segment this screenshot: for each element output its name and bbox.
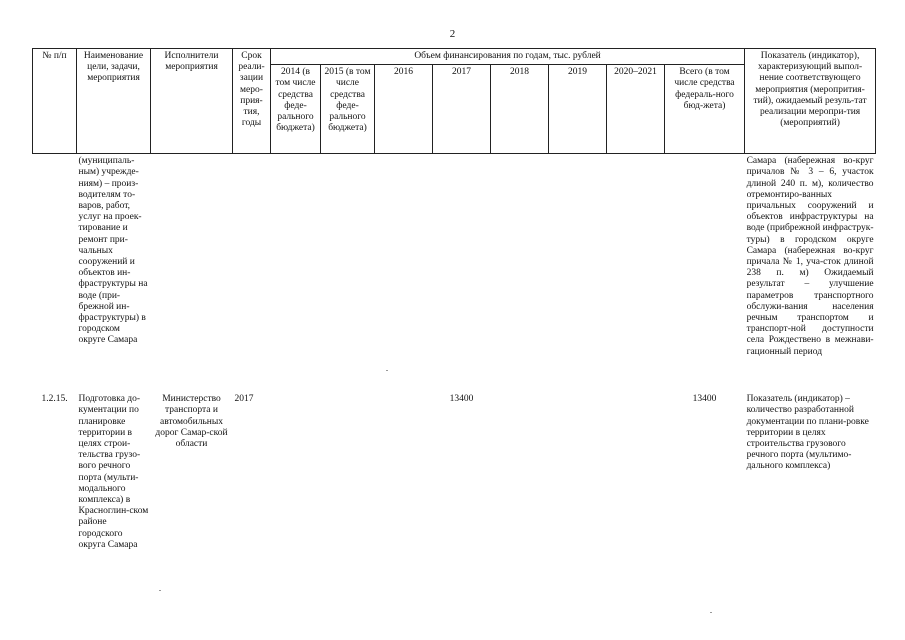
scan-speck: [159, 590, 161, 591]
row-2016: [375, 394, 433, 551]
table-row-continuation: [33, 154, 876, 395]
page-number: 2: [449, 28, 456, 40]
row-2019: [549, 394, 607, 551]
scan-speck: [386, 370, 388, 371]
row-total: 13400: [692, 394, 717, 405]
row-2020-2021: [607, 394, 665, 551]
table-row-1-2-15: [33, 394, 876, 551]
row-term: 2017: [234, 394, 254, 405]
header-2016: 2016: [375, 65, 433, 154]
scan-speck: [710, 612, 712, 613]
header-funding-group: Объем финансирования по годам, тыс. рублей: [271, 49, 745, 65]
header-row-1: [33, 49, 876, 65]
header-indicator: Показатель (индикатор), характеризующий выпол-нение соответствующего мероприятия (меропрития-тий), ожидаемый резуль-тат реализации меропри-тия (мероприятий): [745, 49, 876, 154]
continuation-indicator: Самара (набережная во-круг причалов № 3 – 6, участок длиной 240 п. м), количество отремонтиро-ванных причальных сооружений и объектов инфраструктуры на воде (прибрежной инфраструк-туры) в городском округе Самара (набережная во-круг причала № 1, уча-сток длиной 238 п. м) Ожидаемый результат – улучшение параметров транспортного обслужи-вания населения речным транспортом и транспорт-ной доступности села Рождествено в межнави-гационный период: [746, 156, 874, 357]
funding-table: [32, 48, 876, 551]
header-2019: 2019: [549, 65, 607, 154]
header-2015: 2015 (в том числе средства феде-рального бюджета): [321, 65, 375, 154]
header-num: № п/п: [33, 49, 77, 154]
header-2014: 2014 (в том числе средства феде-рального бюджета): [271, 65, 321, 154]
continuation-name: (муниципаль-ным) учрежде-ниям) – произ-водителям то-варов, работ, услуг на проек-тирование и ремонт при-чальных сооружений и объектов ин-фраструктуры на воде (при-брежной ин-фраструктуры) в городском округе Самара: [78, 156, 148, 346]
row-num: 1.2.15.: [41, 394, 68, 405]
header-term: Срок реали-зации меро-прия-тия, годы: [233, 49, 271, 154]
header-2020-2021: 2020–2021: [607, 65, 665, 154]
row-indicator: Показатель (индикатор) – количество разработанной документации по плани-ровке территории в целях строительства грузового речного порта (мультимо-дального комплекса): [746, 394, 869, 472]
row-executors: Министерство транспорта и автомобильных дорог Самар-ской области: [155, 394, 228, 450]
row-2015: [321, 394, 375, 551]
header-executors: Исполнители мероприятия: [151, 49, 233, 154]
header-total: Всего (в том числе средства федераль-ного бюд-жета): [665, 65, 745, 154]
header-2017: 2017: [433, 65, 491, 154]
header-2018: 2018: [491, 65, 549, 154]
row-name: Подготовка до-кументации по планировке территории в целях строи-тельства грузо-вого речного порта (мульти-модального комплекса) в Красноглин-ском районе городского округа Самара: [78, 394, 149, 550]
header-name: Наименование цели, задачи, мероприятия: [77, 49, 151, 154]
row-2014: [271, 394, 321, 551]
row-2017: 13400: [449, 394, 474, 405]
row-2018: [491, 394, 549, 551]
